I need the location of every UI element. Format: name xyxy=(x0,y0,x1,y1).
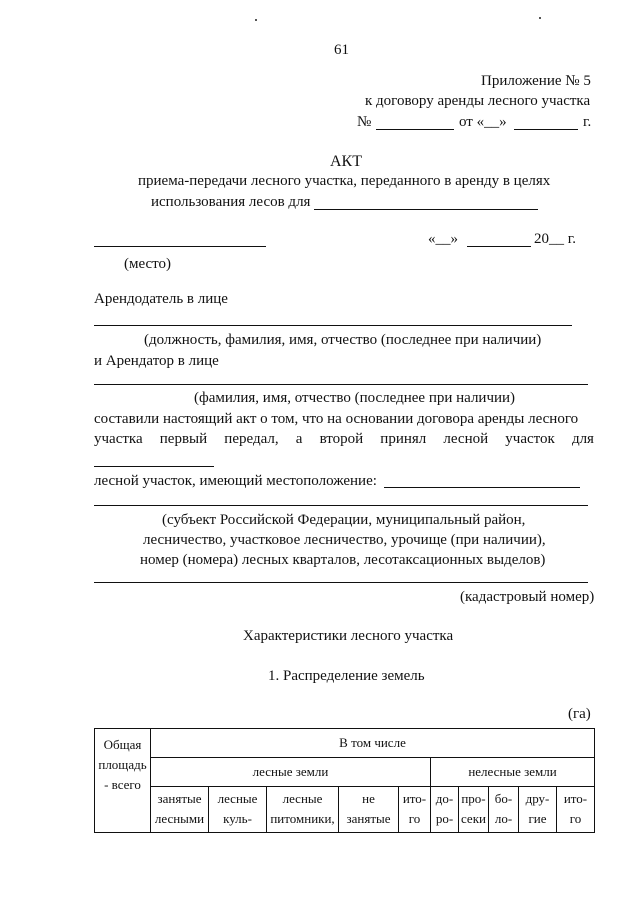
header-text: Общая xyxy=(103,737,142,752)
header-text: занятые xyxy=(346,811,391,826)
location-line xyxy=(384,487,580,488)
contract-number-label: № xyxy=(357,114,372,130)
body-text-line2 xyxy=(94,431,594,448)
body-word: лесной xyxy=(443,431,489,447)
body-word: первый xyxy=(159,431,208,447)
header-text: ро- xyxy=(435,811,454,826)
body-word: принял xyxy=(380,431,427,447)
act-subtitle: приема-передачи лесного участка, переданного в аренду в целях xyxy=(138,173,551,189)
scan-speck xyxy=(255,19,257,21)
date-month-line xyxy=(467,246,531,247)
page-number: 61 xyxy=(334,42,349,58)
cadastral-line xyxy=(94,582,588,583)
date-year: 20__ г. xyxy=(534,231,576,247)
col-header-forest-crops xyxy=(209,787,267,833)
header-text: дру- xyxy=(525,791,550,806)
lessor-caption: (должность, фамилия, имя, отчество (последнее при наличии) xyxy=(144,332,542,348)
header-text: про- xyxy=(461,791,486,806)
date-day: «__» xyxy=(428,231,458,247)
land-distribution-table xyxy=(94,728,595,833)
header-text: питомники, xyxy=(270,811,335,826)
header-text: занятые xyxy=(157,791,202,806)
place-line xyxy=(94,246,266,247)
body-word: передал, xyxy=(224,431,279,447)
header-text: - всего xyxy=(104,777,141,792)
header-text: ито- xyxy=(402,791,427,806)
purpose-line xyxy=(314,209,538,210)
total-area-header xyxy=(95,729,151,833)
lessee-line xyxy=(94,384,588,385)
scan-speck xyxy=(539,17,541,19)
body-word: участок xyxy=(505,431,555,447)
col-header-occupied xyxy=(151,787,209,833)
lessee-label: и Арендатор в лице xyxy=(94,353,219,369)
header-text: куль- xyxy=(223,811,252,826)
header-text: лесные xyxy=(217,791,258,806)
body-word: участка xyxy=(94,431,143,447)
contract-year-suffix: г. xyxy=(583,114,592,130)
header-text: секи xyxy=(461,811,486,826)
body-word: а xyxy=(295,431,303,447)
body-word: второй xyxy=(319,431,364,447)
lessor-label: Арендодатель в лице xyxy=(94,291,228,307)
lessor-line xyxy=(94,325,572,326)
header-text: не xyxy=(362,791,375,806)
header-text: лесные xyxy=(282,791,323,806)
act-purpose-label: использования лесов для xyxy=(151,194,311,210)
col-header-forest-total xyxy=(399,787,431,833)
section-subheading: 1. Распределение земель xyxy=(268,668,425,684)
contract-date-line xyxy=(514,129,578,130)
cadastral-caption: (кадастровый номер) xyxy=(460,589,595,605)
appendix-title: Приложение № 5 xyxy=(481,73,591,89)
section-heading: Характеристики лесного участка xyxy=(243,628,454,644)
col-header-unoccupied xyxy=(339,787,399,833)
contract-date-label: от «__» xyxy=(459,114,507,130)
location-caption-1: (субъект Российской Федерации, муниципальный район, xyxy=(162,512,526,528)
contract-number-line xyxy=(376,129,454,130)
body-text-line1: составили настоящий акт о том, что на основании договора аренды лесного xyxy=(94,411,579,427)
lessee-caption: (фамилия, имя, отчество (последнее при наличии) xyxy=(194,390,516,406)
col-header-nonforest-total xyxy=(557,787,595,833)
col-header-swamps xyxy=(489,787,519,833)
purpose-short-line xyxy=(94,466,214,467)
location-label: лесной участок, имеющий местоположение: xyxy=(94,473,377,489)
nonforest-lands-header: нелесные земли xyxy=(431,758,595,787)
header-text: ито- xyxy=(563,791,588,806)
location-caption-2: лесничество, участковое лесничество, урочище (при наличии), xyxy=(143,532,546,548)
appendix-subtitle: к договору аренды лесного участка xyxy=(365,93,591,109)
col-header-roads xyxy=(431,787,459,833)
body-word: для xyxy=(571,431,594,447)
header-text: го xyxy=(569,811,582,826)
including-header: В том числе xyxy=(151,729,595,758)
header-text: бо- xyxy=(494,791,513,806)
header-text: площадь xyxy=(98,757,147,772)
place-caption: (место) xyxy=(124,256,172,272)
header-text: го xyxy=(408,811,421,826)
header-text: лесными xyxy=(154,811,205,826)
location-caption-3: номер (номера) лесных кварталов, лесотаксационных выделов) xyxy=(140,552,546,568)
act-title: АКТ xyxy=(330,153,362,170)
unit-label: (га) xyxy=(568,706,591,722)
location-line-full xyxy=(94,505,588,506)
col-header-clearings xyxy=(459,787,489,833)
col-header-nurseries xyxy=(267,787,339,833)
header-text: ло- xyxy=(494,811,513,826)
header-text: гие xyxy=(528,811,547,826)
col-header-other xyxy=(519,787,557,833)
header-text: до- xyxy=(435,791,454,806)
forest-lands-header: лесные земли xyxy=(151,758,431,787)
